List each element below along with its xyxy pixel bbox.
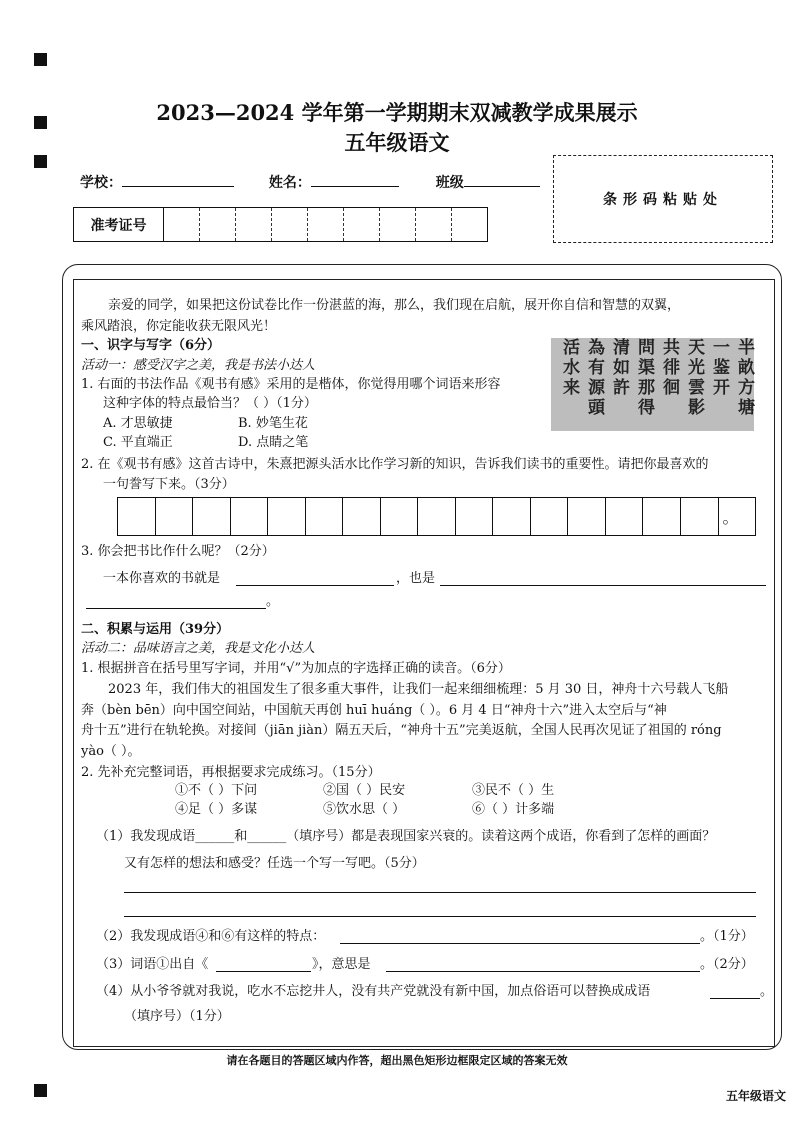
s1-q1-line1: 1. 右面的书法作品《观书有感》采用的是楷体，你觉得用哪个词语来形容: [81, 377, 501, 392]
option-b[interactable]: B. 妙笔生花: [238, 416, 308, 431]
grid-cell[interactable]: [456, 498, 494, 535]
section1-activity: 活动一：感受汉字之美，我是书法小达人: [81, 358, 316, 373]
grid-cell[interactable]: [681, 498, 719, 535]
sub-q1-line2: 又有怎样的想法和感受？任选一个写一写吧。（5分）: [124, 856, 425, 871]
exam-ticket-box: [73, 207, 488, 242]
grid-cell[interactable]: [418, 498, 456, 535]
calligraphy-column: 半畝方塘一鉴开: [709, 338, 754, 418]
exam-subtitle: 五年级语文: [344, 130, 450, 155]
grid-cell[interactable]: [381, 498, 419, 535]
registration-mark-4: [34, 1084, 47, 1097]
section1-heading: 一、识字与写字（6分）: [81, 338, 221, 353]
school-label: 学校：: [80, 175, 122, 191]
calligraphy-column: 天光雲影共徘徊: [659, 338, 704, 418]
sub-q3-end: 。（2分）: [700, 957, 754, 972]
sub-q3-book-blank[interactable]: [216, 971, 311, 972]
grid-cell[interactable]: [193, 498, 231, 535]
idiom-4[interactable]: ④足（ ）多谋: [175, 802, 258, 817]
s1-q2-line1: 2. 在《观书有感》这首古诗中，朱熹把源头活水比作学习新的知识，告诉我们读书的重要性。请把你最喜欢的: [81, 457, 709, 472]
sub-q4-end: 。: [760, 984, 774, 999]
sub-q3-meaning-blank[interactable]: [386, 971, 700, 972]
s1-q2-line2: 一句誊写下来。（3分）: [103, 477, 235, 492]
exam-title: 2023—2024 学年第一学期期末双减教学成果展示: [156, 100, 638, 125]
sub-q1-line1: （1）我发现成语______和______（填序号）都是表现国家兴衰的。读着这两个成语，你看到了怎样的画面？: [96, 829, 716, 844]
sub-q3-a: （3）词语①出自《: [96, 957, 209, 972]
name-label: 姓名：: [268, 175, 311, 191]
section2-heading: 二、积累与运用（39分）: [81, 622, 230, 637]
grid-cell[interactable]: [118, 498, 156, 535]
student-info-row: [80, 172, 540, 192]
ticket-cell[interactable]: [236, 208, 272, 241]
grid-cell[interactable]: [268, 498, 306, 535]
q3-answer-blank-2[interactable]: [440, 585, 766, 586]
ticket-cell[interactable]: [200, 208, 236, 241]
sub-q1-answer-line-1[interactable]: [124, 892, 756, 893]
ticket-cell[interactable]: [308, 208, 344, 241]
s2-passage-3: 舟十五”进行在轨轮换。对接间（jiān jiàn）隔五天后，“神舟十五”完美返航，全国人民再次见证了祖国的 róng: [81, 723, 722, 738]
ticket-cell[interactable]: [380, 208, 416, 241]
s2-passage-1: 2023 年，我们伟大的祖国发生了很多重大事件，让我们一起来细细梳理：5 月 30 日，神舟十六号载人飞船: [108, 682, 729, 697]
grid-cell[interactable]: [156, 498, 194, 535]
idiom-2[interactable]: ②国（ ）民安: [323, 783, 406, 798]
barcode-area: 条形码粘贴处: [553, 155, 773, 243]
q3-answer-blank-3[interactable]: [86, 608, 266, 609]
ticket-cell[interactable]: [452, 208, 487, 241]
s2-q2: 2. 先补充完整词语，再根据要求完成练习。（15分）: [81, 765, 381, 780]
sub-q1-answer-line-2[interactable]: [124, 916, 756, 917]
calligraphy-column: 為有源頭活水来: [559, 338, 604, 418]
grid-cell[interactable]: [643, 498, 681, 535]
calligraphy-image: [551, 338, 754, 431]
grid-cell[interactable]: [606, 498, 644, 535]
idiom-3[interactable]: ③民不（ ）生: [472, 783, 555, 798]
class-label: 班级: [435, 175, 464, 191]
s1-q3-end: 。: [266, 594, 280, 609]
grid-cell[interactable]: [306, 498, 344, 535]
s2-q1: 1. 根据拼音在括号里写字词，并用“√”为加点的字选择正确的读音。（6分）: [81, 661, 511, 676]
sub-q2: （2）我发现成语④和⑥有这样的特点：: [96, 929, 326, 944]
idiom-1[interactable]: ①不（ ）下问: [175, 783, 258, 798]
s1-q3-a: 一本你喜欢的书就是: [103, 571, 221, 586]
sub-q2-end: 。（1分）: [700, 929, 754, 944]
section2-activity: 活动二：品味语言之美，我是文化小达人: [81, 641, 316, 656]
grid-cell[interactable]: [531, 498, 569, 535]
ticket-cell[interactable]: [164, 208, 200, 241]
s2-passage-2: 奔（bèn bēn）向中国空间站，中国航天再创 huī huáng（ ）。6 月 4 日“神舟十六”进入太空后与“神: [81, 703, 667, 718]
grid-cell[interactable]: [568, 498, 606, 535]
grid-cell[interactable]: [231, 498, 269, 535]
class-field[interactable]: [464, 172, 540, 187]
page-label: 五年级语文: [725, 1089, 786, 1103]
sub-q3-b: 》，意思是: [312, 957, 371, 972]
idiom-5[interactable]: ⑤饮水思（ ）: [323, 802, 406, 817]
writing-grid: [117, 497, 756, 536]
option-a[interactable]: A. 才思敏捷: [103, 416, 173, 431]
school-field[interactable]: [122, 172, 234, 187]
q3-answer-blank-1[interactable]: [236, 585, 394, 586]
s2-passage-4: yào（ ）。: [81, 744, 141, 759]
option-d[interactable]: D. 点睛之笔: [238, 435, 309, 450]
s1-q1-line2: 这种字体的特点最恰当？（ ）（1分）: [103, 396, 317, 411]
idiom-6[interactable]: ⑥（ ）计多端: [472, 802, 555, 817]
intro-line-1: 亲爱的同学，如果把这份试卷比作一份湛蓝的海，那么，我们现在启航，展开你自信和智慧的双翼，: [108, 298, 681, 313]
grid-cell-period: [719, 498, 756, 535]
sub-q4-line2: （填序号）（1分）: [124, 1009, 230, 1024]
s1-q3: 3. 你会把书比作什么呢？（2分）: [81, 544, 275, 559]
ticket-cell[interactable]: [272, 208, 308, 241]
sub-q4-answer-blank[interactable]: [710, 998, 760, 999]
calligraphy-column: 問渠那得清如許: [609, 338, 654, 418]
ticket-label: 准考证号: [74, 208, 164, 241]
grid-cell[interactable]: [343, 498, 381, 535]
name-field[interactable]: [311, 172, 399, 187]
option-c[interactable]: C. 平直端正: [103, 435, 173, 450]
sub-q2-answer-blank[interactable]: [340, 943, 700, 944]
registration-mark-1: [34, 53, 47, 66]
sub-q4-line1: （4）从小爷爷就对我说，吃水不忘挖井人，没有共产党就没有新中国，加点俗语可以替换成成语: [96, 984, 651, 999]
intro-line-2: 乘风踏浪，你定能收获无限风光！: [81, 319, 277, 334]
ticket-cell[interactable]: [344, 208, 380, 241]
ticket-cell[interactable]: [416, 208, 452, 241]
grid-cell[interactable]: [493, 498, 531, 535]
footer-note: 请在各题目的答题区域内作答，超出黑色矩形边框限定区域的答案无效: [226, 1054, 568, 1067]
s1-q3-b: ，也是: [396, 571, 436, 586]
